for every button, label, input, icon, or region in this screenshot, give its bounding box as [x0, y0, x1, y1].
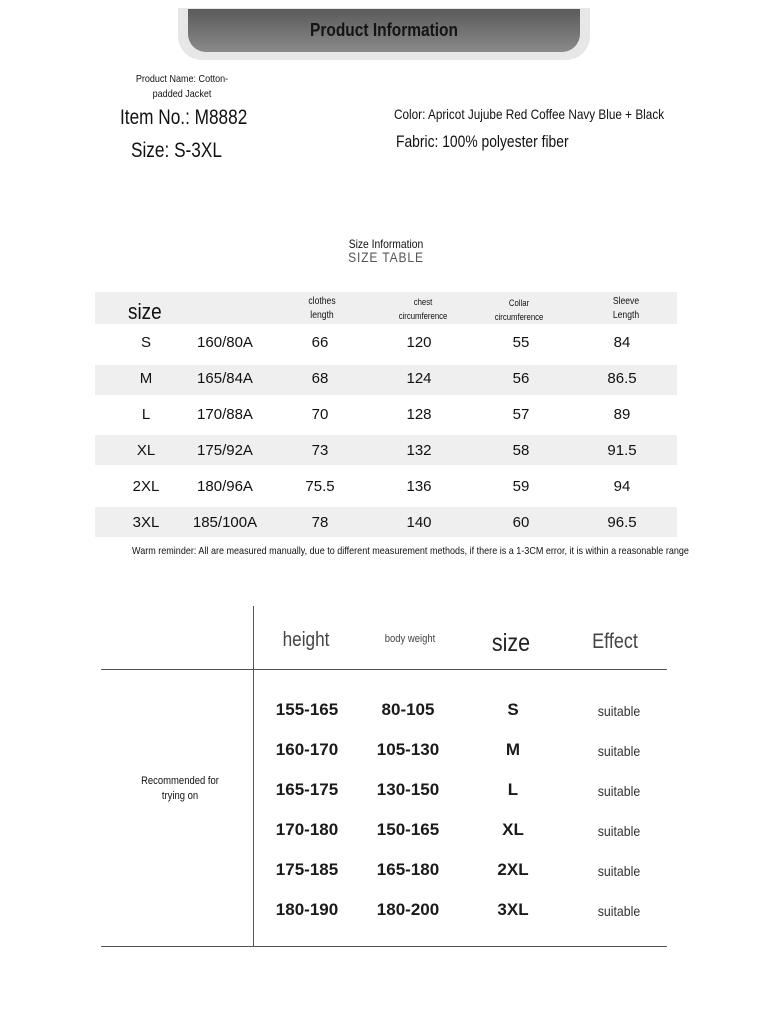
row-sleeve: 94	[613, 478, 631, 495]
row-size: M	[505, 740, 521, 759]
row-chest: 120	[406, 334, 432, 351]
row-effect: suitable	[597, 703, 641, 719]
header-chest	[385, 295, 461, 323]
row-height: 165-175	[275, 780, 339, 799]
row-size: S	[140, 334, 151, 351]
row-size: 2XL	[497, 860, 529, 879]
row-size: L	[507, 780, 519, 799]
row-spec: 180/96A	[197, 478, 253, 495]
product-name: Product Name: Cotton-padded Jacket	[135, 73, 229, 100]
row-sleeve: 96.5	[607, 514, 637, 531]
row-collar: 60	[512, 514, 530, 531]
size-row-band	[95, 435, 677, 465]
row-height: 155-165	[275, 700, 339, 719]
banner-title: Product Information	[310, 20, 458, 40]
header-collar-line2: circumference	[494, 312, 544, 322]
item-number: Item No.: M8882	[120, 106, 248, 129]
row-length: 68	[311, 370, 329, 387]
row-weight: 105-130	[376, 740, 440, 759]
size-range: Size: S-3XL	[131, 139, 222, 162]
row-collar: 59	[512, 478, 530, 495]
vertical-divider	[253, 606, 254, 946]
row-chest: 132	[406, 442, 432, 459]
size-table-subtitle: SIZE TABLE	[348, 249, 424, 265]
row-sleeve: 86.5	[607, 370, 637, 387]
row-length: 78	[311, 514, 329, 531]
header-height: height	[282, 629, 330, 651]
row-height: 175-185	[275, 860, 339, 879]
row-chest: 136	[406, 478, 432, 495]
row-spec: 170/88A	[197, 406, 253, 423]
row-collar: 55	[512, 334, 530, 351]
header-chest-line2: circumference	[398, 311, 448, 321]
row-chest: 128	[406, 406, 432, 423]
header-sleeve-line2: Length	[612, 310, 640, 321]
row-length: 66	[311, 334, 329, 351]
row-sleeve: 91.5	[607, 442, 637, 459]
header-body-weight: body weight	[384, 633, 436, 645]
header-clothes-length	[296, 295, 348, 323]
row-height: 180-190	[275, 900, 339, 919]
row-chest: 124	[406, 370, 432, 387]
header-collar-line1: Collar	[508, 298, 530, 308]
row-size: XL	[502, 820, 524, 839]
row-spec: 175/92A	[197, 442, 253, 459]
row-collar: 57	[512, 406, 530, 423]
row-spec: 160/80A	[197, 334, 253, 351]
row-weight: 80-105	[381, 700, 435, 719]
row-effect: suitable	[597, 783, 641, 799]
row-length: 73	[311, 442, 329, 459]
row-weight: 180-200	[376, 900, 440, 919]
header-clothes-length-line2: length	[310, 310, 334, 321]
fabric-info: Fabric: 100% polyester fiber	[396, 133, 569, 151]
header-size: size	[128, 299, 162, 324]
row-collar: 58	[512, 442, 530, 459]
row-size: 3XL	[132, 514, 160, 531]
row-spec: 165/84A	[197, 370, 253, 387]
row-sleeve: 84	[613, 334, 631, 351]
header-clothes-length-line1: clothes	[308, 296, 336, 307]
row-height: 170-180	[275, 820, 339, 839]
color-options: Color: Apricot Jujube Red Coffee Navy Blue + Black	[394, 106, 665, 122]
header-size: size	[491, 629, 531, 657]
row-size: 2XL	[132, 478, 160, 495]
bottom-divider	[101, 946, 667, 947]
measurement-reminder: Warm reminder: All are measured manually, due to different measurement methods, if there is a 1-3CM error, it is within a reasonable range	[132, 545, 689, 557]
row-size: S	[507, 700, 519, 719]
row-size: 3XL	[497, 900, 529, 919]
row-effect: suitable	[597, 743, 641, 759]
row-effect: suitable	[597, 863, 641, 879]
row-effect: suitable	[597, 823, 641, 839]
row-weight: 165-180	[376, 860, 440, 879]
row-spec: 185/100A	[192, 514, 258, 531]
row-size: M	[139, 370, 153, 387]
header-sleeve	[600, 295, 652, 323]
header-chest-line1: chest	[413, 297, 433, 307]
row-length: 75.5	[305, 478, 335, 495]
row-chest: 140	[406, 514, 432, 531]
size-table-title: Size Information	[348, 237, 424, 251]
header-sleeve-line1: Sleeve	[612, 296, 640, 307]
row-sleeve: 89	[613, 406, 631, 423]
recommended-label: Recommended for trying on	[141, 775, 219, 802]
row-height: 160-170	[275, 740, 339, 759]
row-length: 70	[311, 406, 329, 423]
header-divider	[101, 669, 667, 670]
size-row-band	[95, 365, 677, 395]
row-weight: 130-150	[376, 780, 440, 799]
row-size: XL	[136, 442, 156, 459]
size-row-band	[95, 507, 677, 537]
row-effect: suitable	[597, 903, 641, 919]
row-collar: 56	[512, 370, 530, 387]
row-size: L	[141, 406, 151, 423]
row-weight: 150-165	[376, 820, 440, 839]
header-collar	[481, 296, 557, 324]
header-effect: Effect	[592, 630, 638, 653]
